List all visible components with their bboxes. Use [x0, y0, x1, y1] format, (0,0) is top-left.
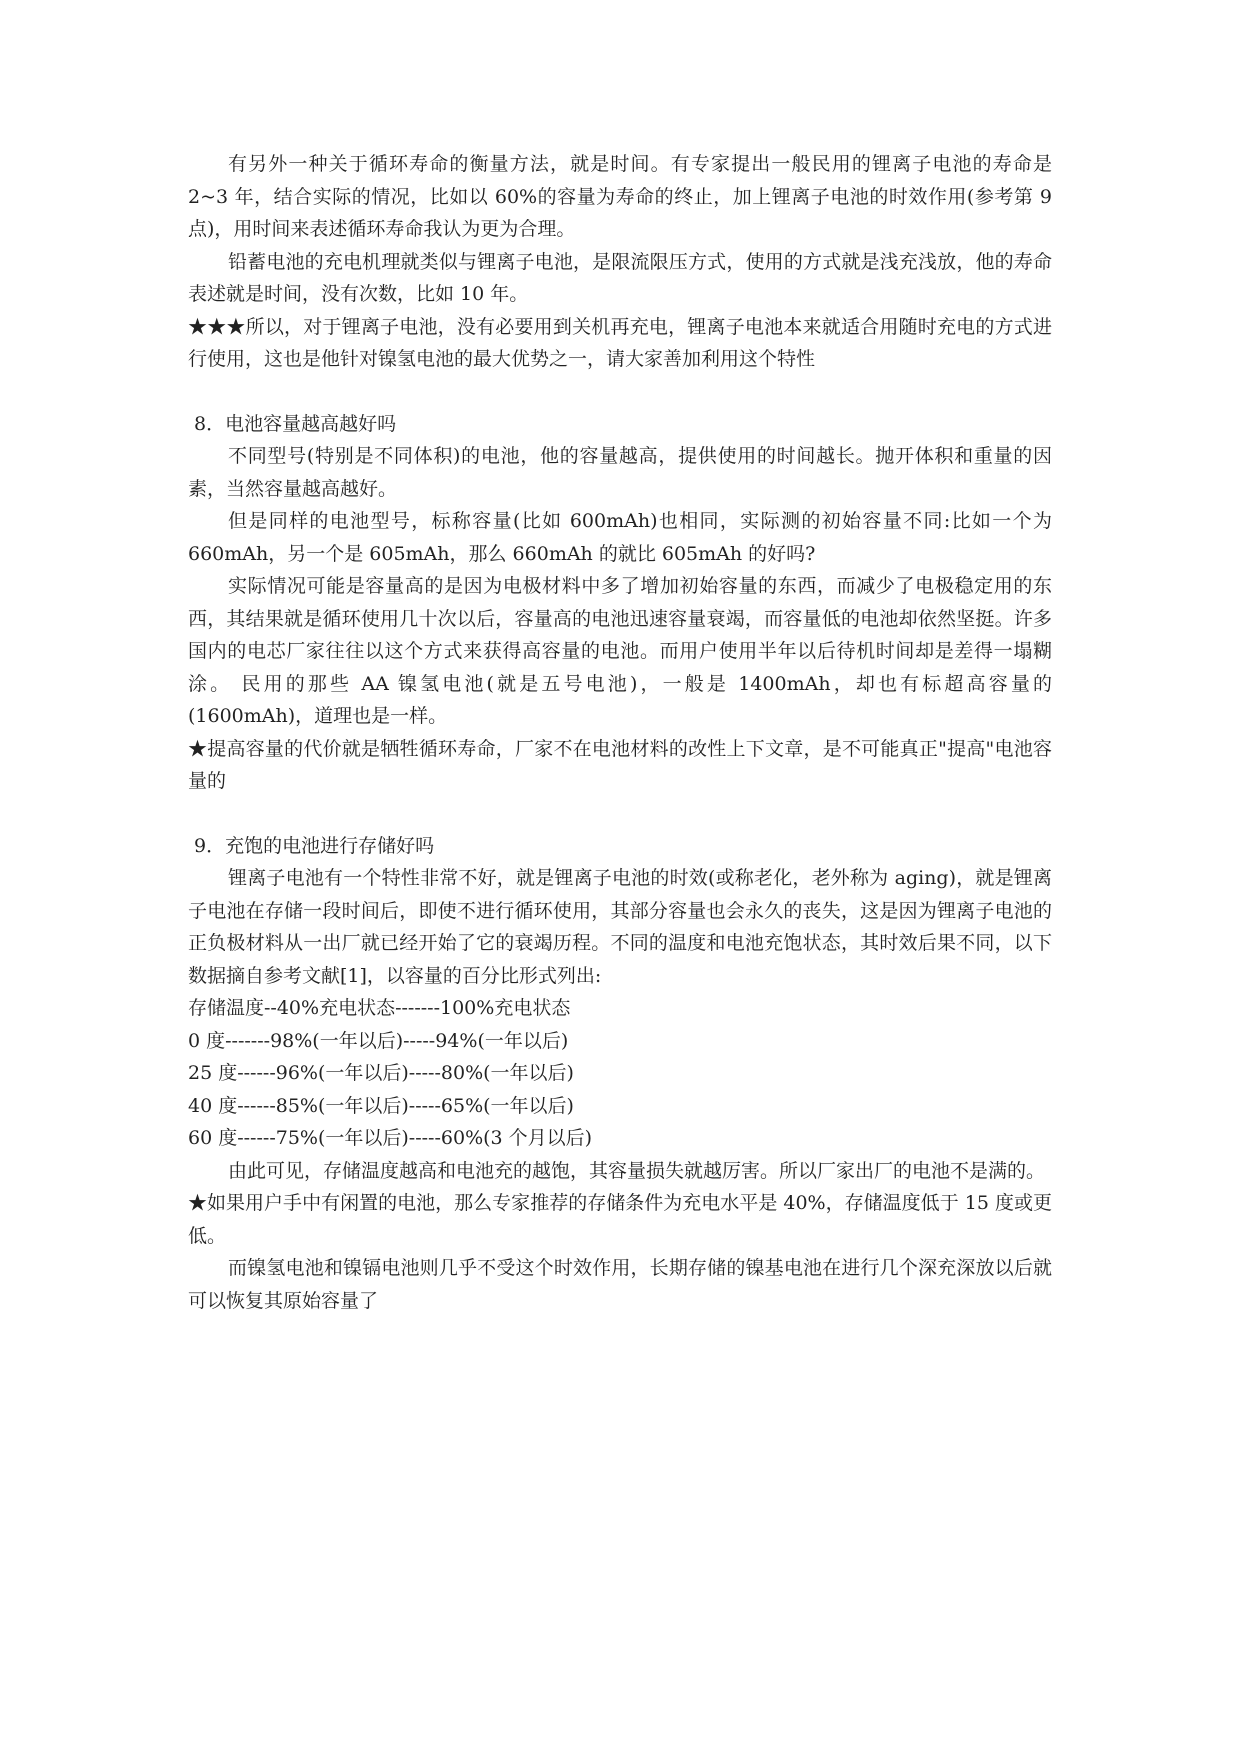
storage-table-line: 0 度-------98%(一年以后)-----94%(一年以后) [188, 1029, 569, 1052]
storage-table-line: 60 度------75%(一年以后)-----60%(3 个月以后) [188, 1127, 593, 1149]
section7-paragraph-1: 有另外一种关于循环寿命的衡量方法，就是时间。有专家提出一般民用的锂离子电池的寿命是 2~3 年，结合实际的情况，比如以 60%的容量为寿命的终止，加上锂离子电池的时效作用(参考第 9 点)，用时间来表述循环寿命我认为更为合理。 [188, 153, 1052, 240]
storage-table-line: 存储温度--40%充电状态-------100%充电状态 [188, 997, 571, 1019]
section8-star-note: ★提高容量的代价就是牺牲循环寿命，厂家不在电池材料的改性上下文章，是不可能真正"提高"电池容量的 [188, 737, 1052, 792]
document-page [188, 148, 1052, 1317]
section7-paragraph-2: 铅蓄电池的充电机理就类似与锂离子电池，是限流限压方式，使用的方式就是浅充浅放，他的寿命表述就是时间，没有次数，比如 10 年。 [188, 250, 1052, 305]
section9-star-note: ★如果用户手中有闲置的电池，那么专家推荐的存储条件为充电水平是 40%，存储温度低于 15 度或更低。 [188, 1192, 1052, 1247]
section7-star-note: ★★★所以，对于锂离子电池，没有必要用到关机再充电，锂离子电池本来就适合用随时充电的方式进行使用，这也是他针对镍氢电池的最大优势之一，请大家善加利用这个特性 [188, 315, 1052, 370]
section-gap [188, 798, 1052, 830]
storage-table-line: 40 度------85%(一年以后)-----65%(一年以后) [188, 1094, 574, 1117]
section8-heading: 8．电池容量越高越好吗 [194, 412, 397, 435]
section-gap [188, 376, 1052, 408]
storage-table-line: 25 度------96%(一年以后)-----80%(一年以后) [188, 1062, 574, 1084]
section8-paragraph-3: 实际情况可能是容量高的是因为电极材料中多了增加初始容量的东西，而减少了电极稳定用的东西，其结果就是循环使用几十次以后，容量高的电池迅速容量衰竭，而容量低的电池却依然坚挺。许多国内的电芯厂家往往以这个方式来获得高容量的电池。而用户使用半年以后待机时间却是差得一塌糊涂。 民用的那些 AA 镍氢电池(就是五号电池)，一般是 1400mAh，却也有标超高容量的(1600mAh)，道理也是一样。 [188, 575, 1052, 727]
section9-paragraph-3: 而镍氢电池和镍镉电池则几乎不受这个时效作用，长期存储的镍基电池在进行几个深充深放以后就可以恢复其原始容量了 [188, 1257, 1052, 1312]
section9-heading: 9．充饱的电池进行存储好吗 [194, 834, 435, 857]
section8-paragraph-1: 不同型号(特别是不同体积)的电池，他的容量越高，提供使用的时间越长。抛开体积和重量的因素，当然容量越高越好。 [188, 445, 1052, 500]
section9-paragraph-2: 由此可见，存储温度越高和电池充的越饱，其容量损失就越厉害。所以厂家出厂的电池不是满的。 [228, 1159, 1046, 1182]
section8-paragraph-2: 但是同样的电池型号，标称容量(比如 600mAh)也相同，实际测的初始容量不同:比如一个为 660mAh，另一个是 605mAh，那么 660mAh 的就比 605mAh 的好吗? [188, 510, 1052, 565]
section9-paragraph-1: 锂离子电池有一个特性非常不好，就是锂离子电池的时效(或称老化，老外称为 aging)，就是锂离子电池在存储一段时间后，即使不进行循环使用，其部分容量也会永久的丧失，这是因为锂离子电池的正负极材料从一出厂就已经开始了它的衰竭历程。不同的温度和电池充饱状态，其时效后果不同，以下数据摘自参考文献[1]，以容量的百分比形式列出: [188, 867, 1052, 987]
